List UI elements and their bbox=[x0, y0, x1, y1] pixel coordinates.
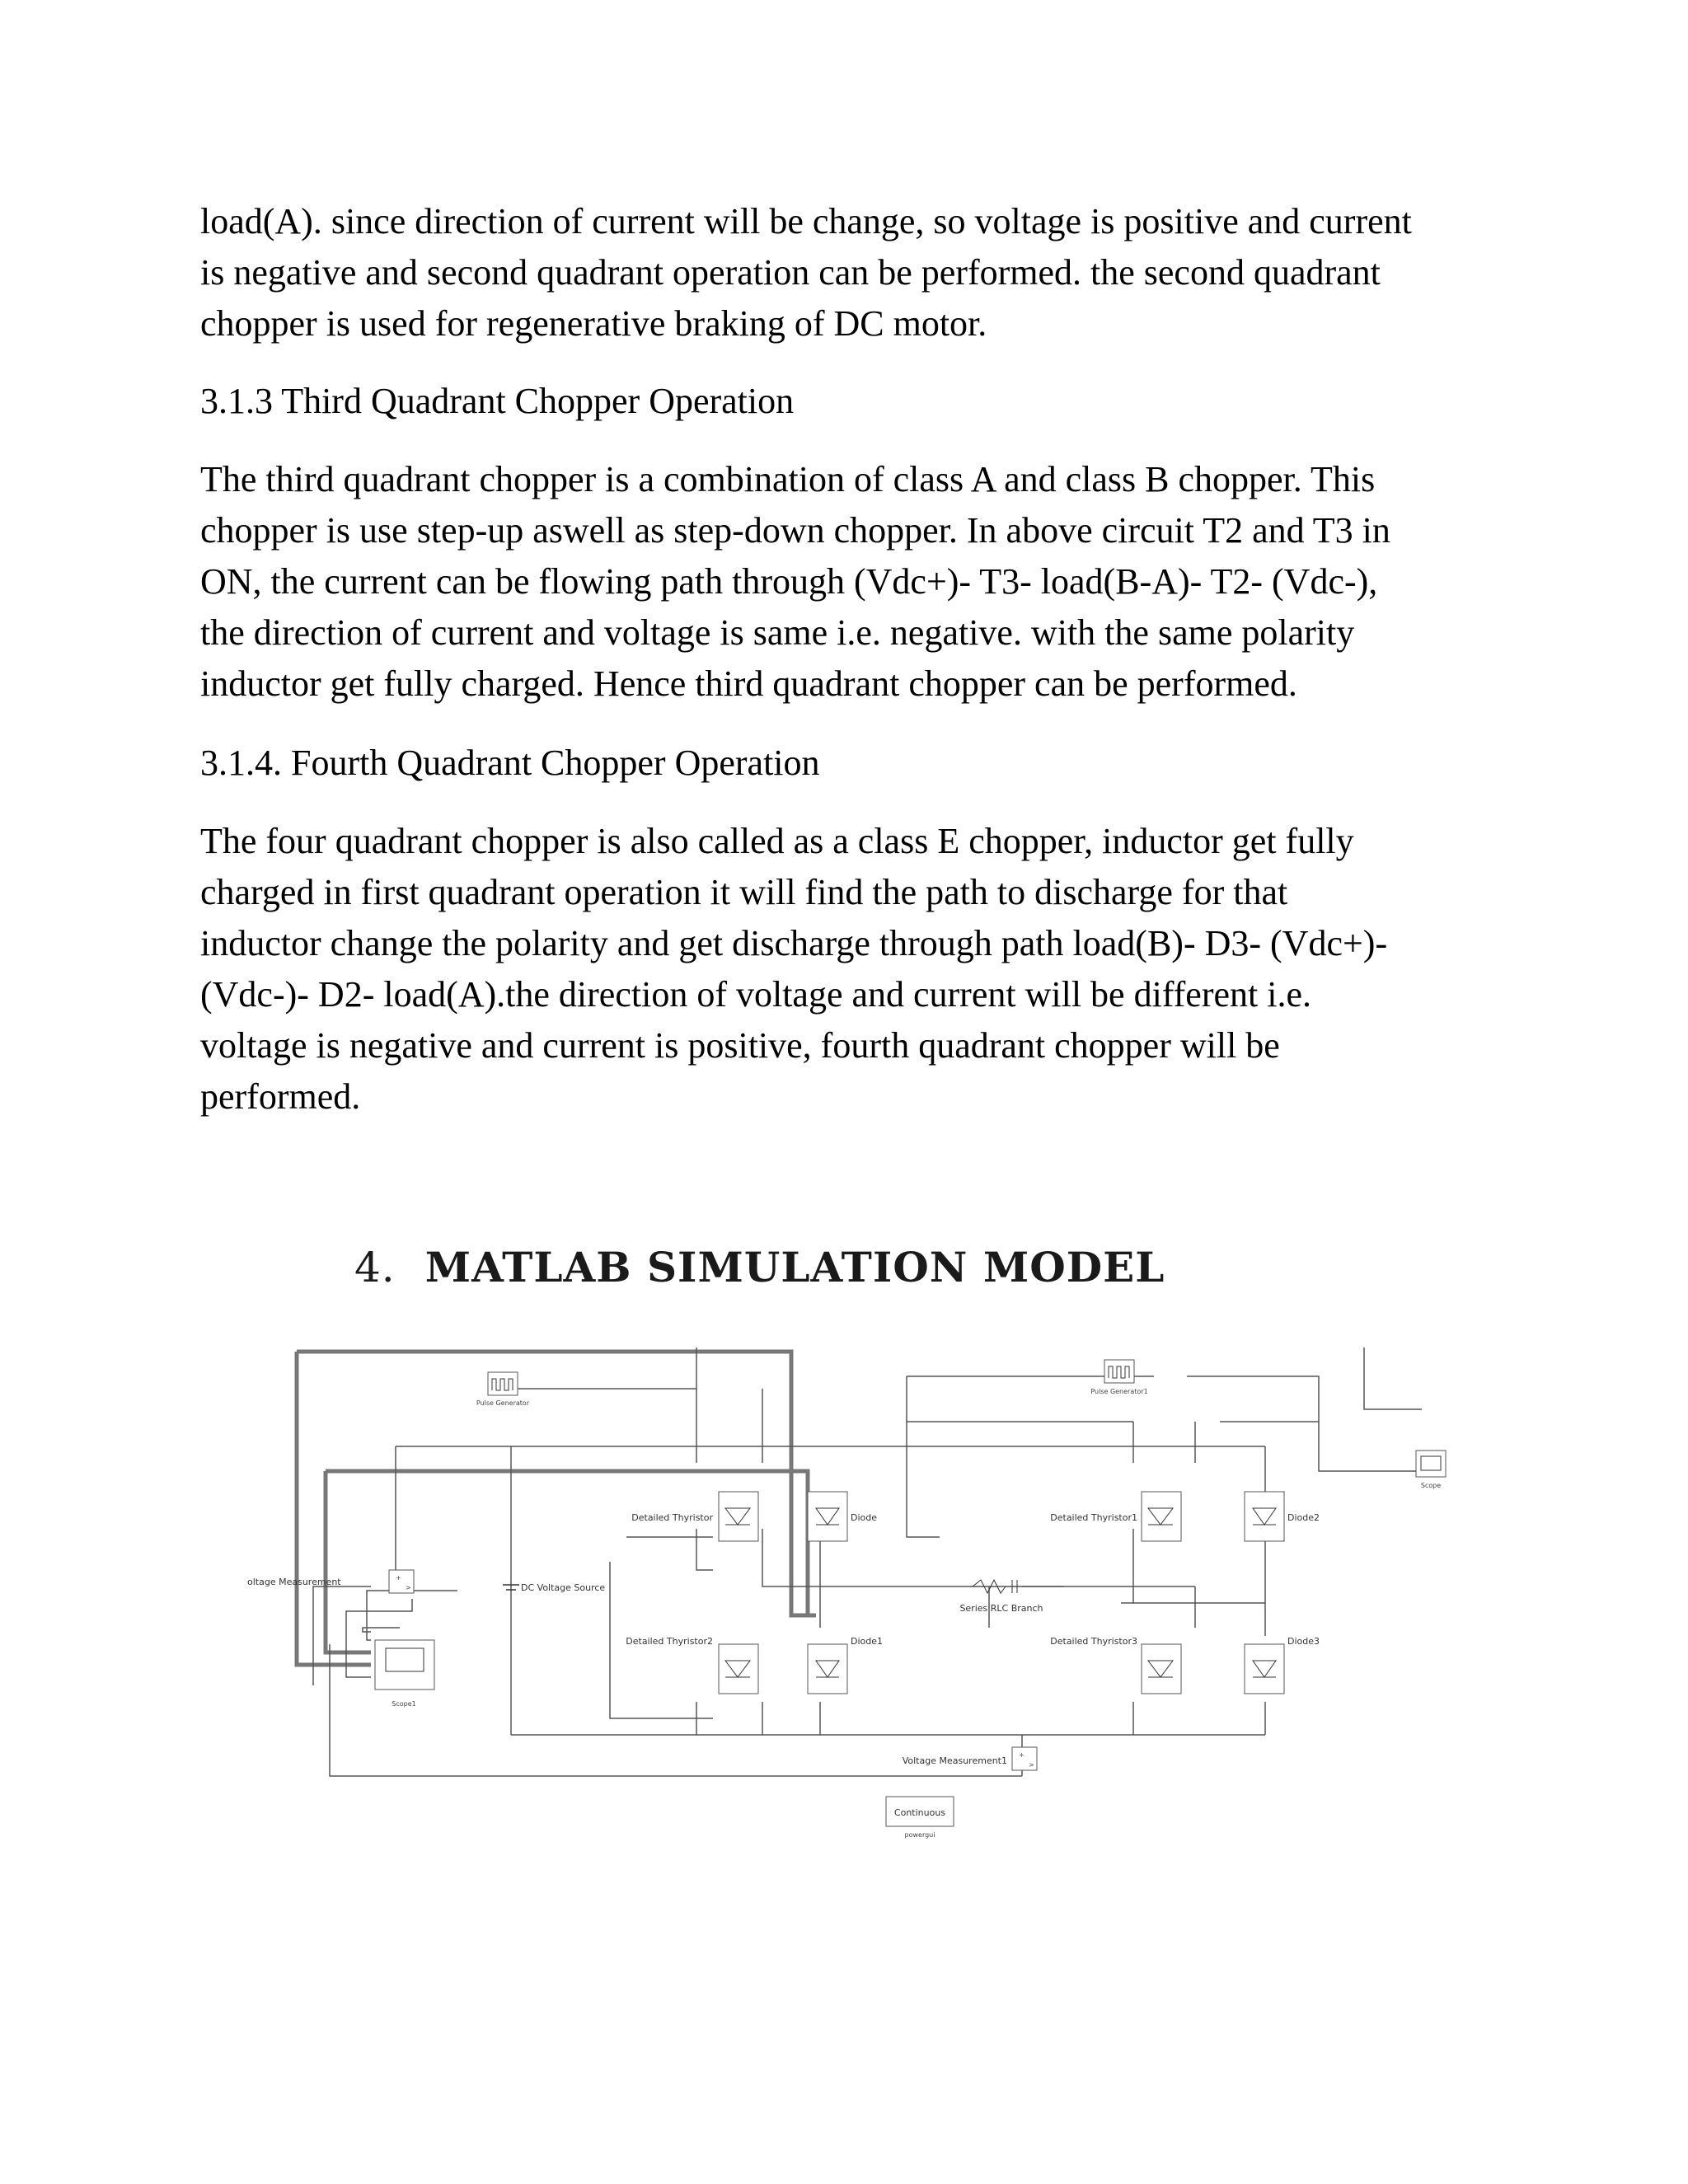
text-line: inductor change the polarity and get discharge through path load(B)- D3- (Vdc+)- bbox=[200, 923, 1388, 963]
paragraph-intro bbox=[200, 196, 1519, 349]
svg-text:+: + bbox=[396, 1574, 401, 1582]
dc-voltage-source bbox=[503, 1582, 605, 1593]
diode2-label: Diode2 bbox=[1287, 1512, 1320, 1523]
pulse-generator1 bbox=[1090, 1360, 1147, 1395]
simulink-circuit-diagram bbox=[247, 1315, 1467, 1858]
diode2-block bbox=[1245, 1492, 1320, 1541]
thyristor-label: Detailed Thyristor bbox=[631, 1512, 713, 1523]
text-line: is negative and second quadrant operation can be performed. the second quadrant bbox=[200, 252, 1381, 293]
continuous-label: Continuous bbox=[893, 1807, 946, 1818]
paragraph-fourth-quadrant bbox=[200, 816, 1519, 1122]
diode1-label: Diode1 bbox=[851, 1636, 884, 1647]
section-heading-fourth-quadrant: 3.1.4. Fourth Quadrant Chopper Operation bbox=[200, 743, 820, 783]
text-line: chopper is used for regenerative braking of DC motor. bbox=[200, 303, 987, 344]
text-line: the direction of current and voltage is same i.e. negative. with the same polarity bbox=[200, 612, 1355, 653]
scope-label: Scope bbox=[1420, 1482, 1442, 1489]
powergui-label: powergui bbox=[904, 1831, 935, 1839]
thyristor-block bbox=[631, 1492, 758, 1541]
dc-source-label: DC Voltage Source bbox=[521, 1582, 606, 1593]
text-line: The third quadrant chopper is a combination of class A and class B chopper. This bbox=[200, 459, 1376, 499]
diode1-block bbox=[808, 1636, 883, 1694]
thyristor2-label: Detailed Thyristor2 bbox=[626, 1636, 713, 1647]
text-line: voltage is negative and current is positive, fourth quadrant chopper will be bbox=[200, 1025, 1280, 1066]
diode-label: Diode bbox=[851, 1512, 878, 1523]
rlc-label: Series RLC Branch bbox=[959, 1603, 1043, 1614]
text-line: load(A). since direction of current will be change, so voltage is positive and current bbox=[200, 201, 1412, 241]
pulse-generator bbox=[476, 1372, 530, 1407]
figure-number: 4. bbox=[354, 1244, 396, 1291]
voltage-measurement1-block bbox=[903, 1747, 1037, 1770]
figure-title-text: MATLAB SIMULATION MODEL bbox=[424, 1243, 1165, 1291]
thyristor1-label: Detailed Thyristor1 bbox=[1050, 1512, 1137, 1523]
voltage-measurement1-label: Voltage Measurement1 bbox=[902, 1755, 1007, 1766]
svg-text:>: > bbox=[406, 1584, 411, 1591]
text-line: chopper is use step-up aswell as step-down chopper. In above circuit T2 and T3 in bbox=[200, 510, 1390, 551]
figure-title bbox=[354, 1243, 1165, 1291]
text-line: ON, the current can be flowing path through (Vdc+)- T3- load(B-A)- T2- (Vdc-), bbox=[200, 561, 1378, 602]
scope1-label: Scope1 bbox=[392, 1700, 416, 1708]
text-line: The four quadrant chopper is also called as a class E chopper, inductor get fully bbox=[200, 821, 1354, 861]
svg-text:>: > bbox=[1029, 1761, 1034, 1769]
scope1-block bbox=[375, 1640, 434, 1708]
thyristor3-label: Detailed Thyristor3 bbox=[1050, 1636, 1137, 1647]
scope-block bbox=[1416, 1451, 1446, 1489]
pulse-generator1-label: Pulse Generator1 bbox=[1090, 1388, 1148, 1395]
svg-text:+: + bbox=[1019, 1751, 1025, 1759]
pulse-generator-label: Pulse Generator bbox=[476, 1399, 530, 1407]
thyristor2-block bbox=[626, 1636, 758, 1694]
thyristor3-block bbox=[1050, 1636, 1181, 1694]
paragraph-third-quadrant bbox=[200, 454, 1519, 710]
text-line: inductor get fully charged. Hence third quadrant chopper can be performed. bbox=[200, 663, 1297, 704]
section-heading-third-quadrant: 3.1.3 Third Quadrant Chopper Operation bbox=[200, 381, 795, 421]
series-rlc-branch bbox=[959, 1580, 1043, 1614]
text-line: charged in first quadrant operation it will find the path to discharge for that bbox=[200, 872, 1288, 912]
thyristor1-block bbox=[1050, 1492, 1181, 1541]
voltage-measurement-label: oltage Measurement bbox=[247, 1577, 341, 1587]
voltage-measurement-block bbox=[247, 1570, 414, 1593]
diode3-label: Diode3 bbox=[1287, 1636, 1320, 1647]
powergui-block bbox=[886, 1797, 954, 1839]
diode3-block bbox=[1245, 1636, 1320, 1694]
text-line: performed. bbox=[200, 1076, 361, 1117]
diode-block bbox=[808, 1492, 877, 1541]
text-line: (Vdc-)- D2- load(A).the direction of voltage and current will be different i.e. bbox=[200, 974, 1311, 1015]
